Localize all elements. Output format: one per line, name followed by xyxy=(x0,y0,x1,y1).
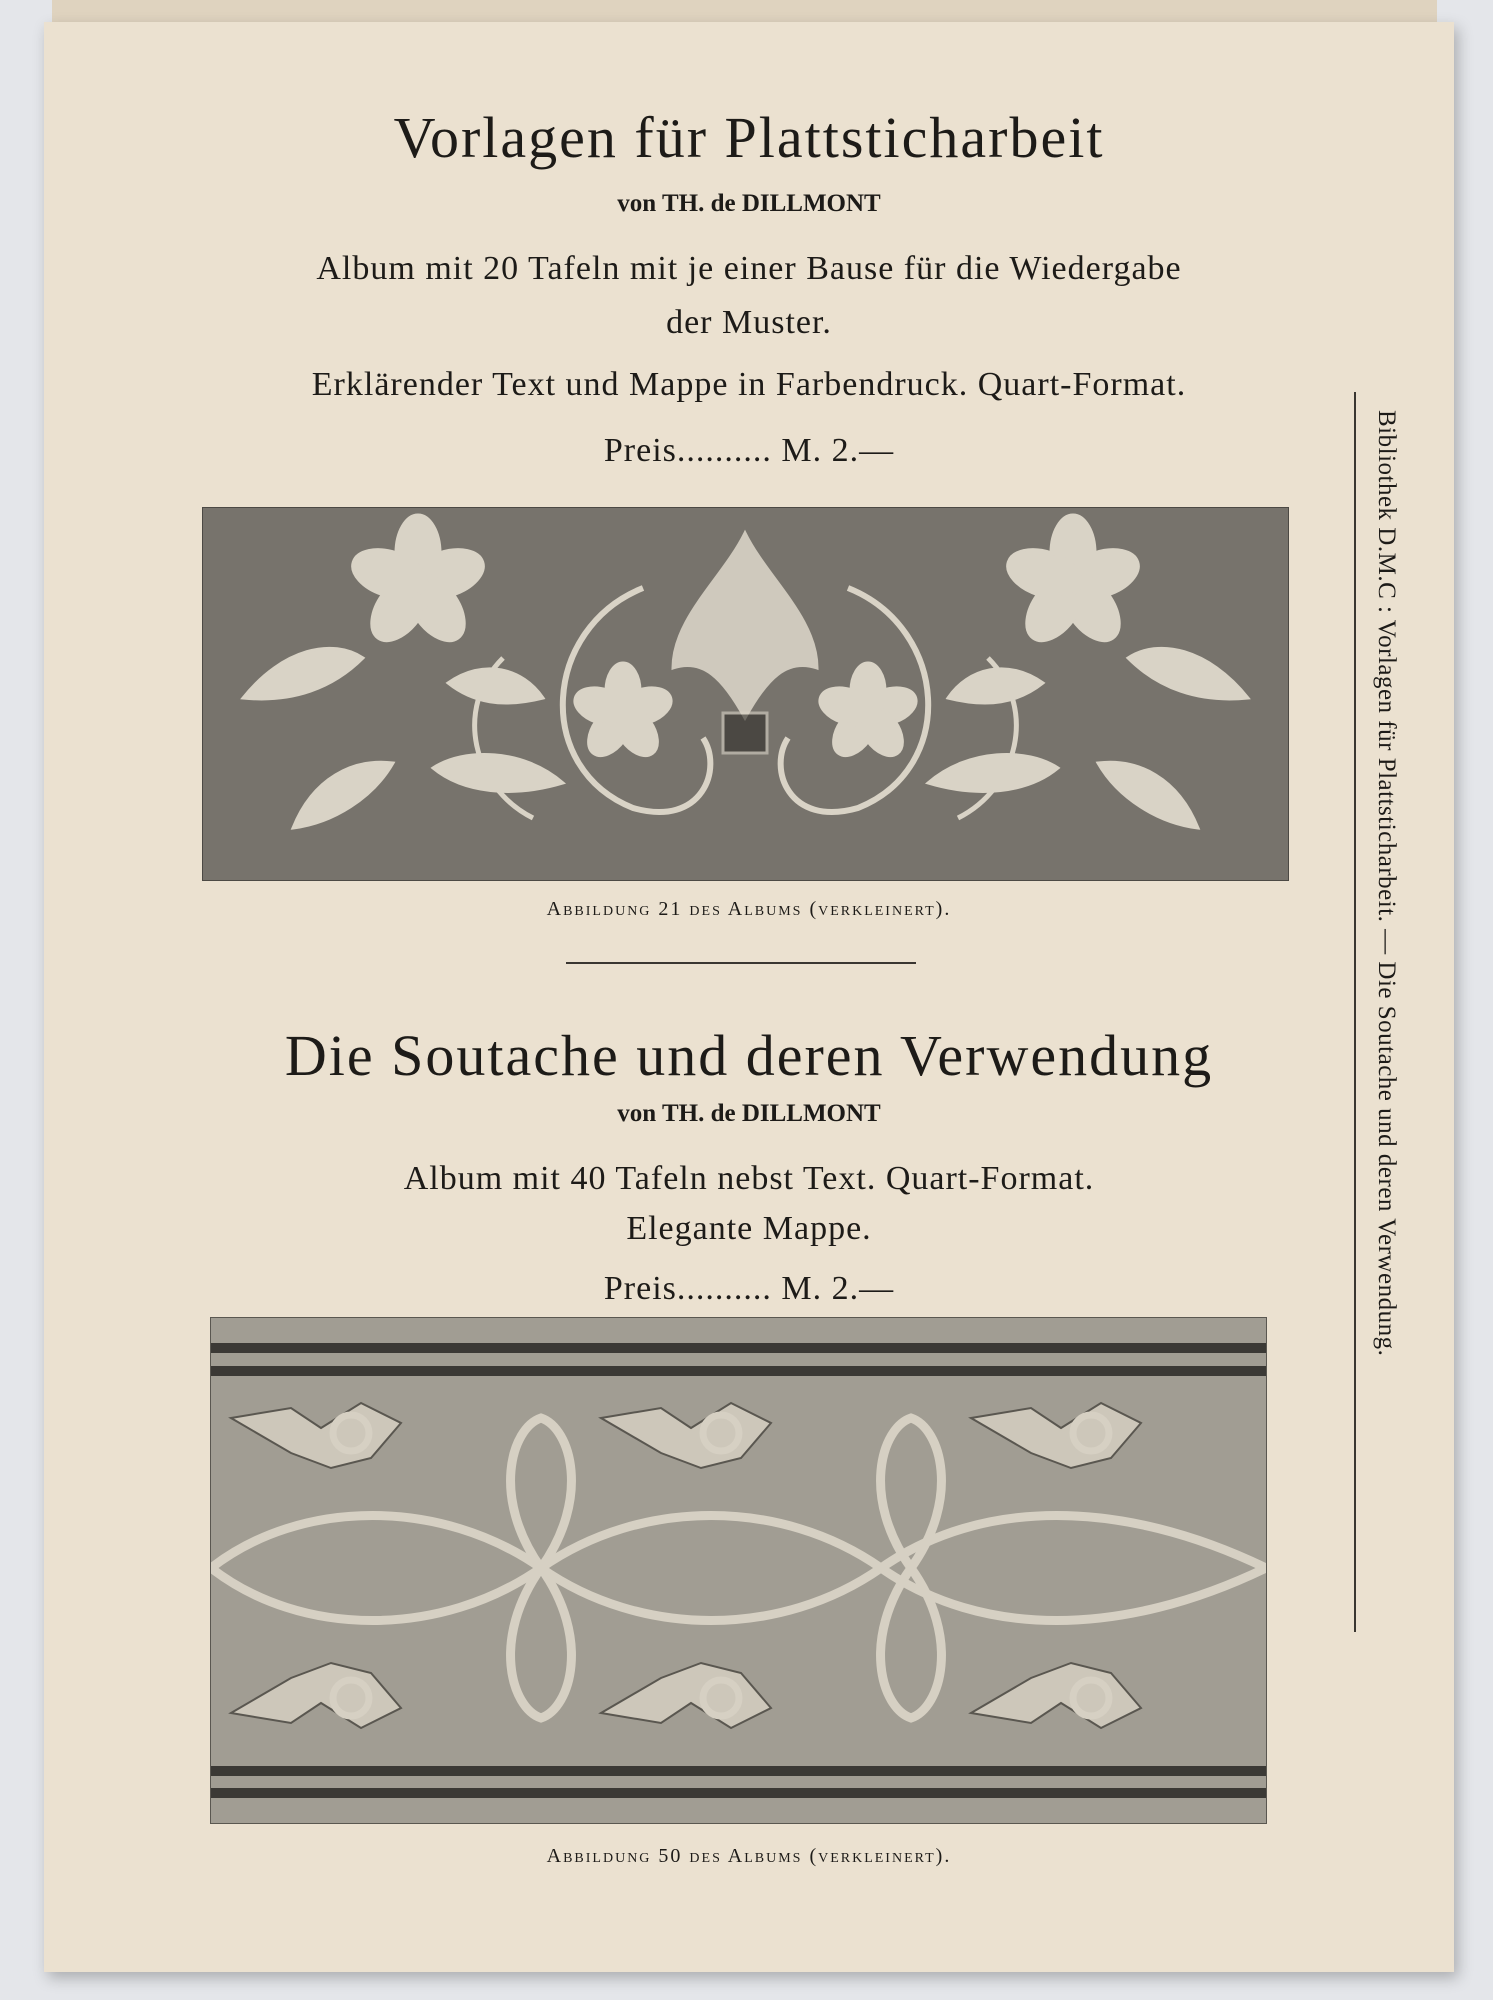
side-running-title xyxy=(1354,392,1414,1632)
section1-desc-line2: der Muster. xyxy=(666,304,832,341)
side-title-text: Bibliothek D.M.C : Vorlagen für Plattsticharbeit. — Die Soutache und deren Verwendung. xyxy=(1373,410,1400,1357)
section1-author: von TH. de DILLMONT xyxy=(617,190,881,217)
embroidery-plate-image xyxy=(202,507,1289,881)
section2-price: Preis.......... M. 2.— xyxy=(603,1270,895,1307)
section1-title: Vorlagen für Plattsticharbeit xyxy=(393,105,1105,170)
section1-desc-line1: Album mit 20 Tafeln mit je einer Bause für die Wiedergabe xyxy=(316,250,1182,287)
section1-desc-line3: Erklärender Text und Mappe in Farbendruck. Quart-Format. xyxy=(311,366,1187,403)
soutache-braid-illustration xyxy=(211,1318,1266,1823)
side-rule xyxy=(1354,392,1356,1632)
floral-embroidery-illustration xyxy=(203,508,1288,880)
section-divider xyxy=(566,962,916,964)
section2-desc-line2: Elegante Mappe. xyxy=(626,1210,872,1247)
section2-title: Die Soutache und deren Verwendung xyxy=(284,1023,1214,1088)
catalog-page xyxy=(44,22,1454,1972)
section2-desc-line1: Album mit 40 Tafeln nebst Text. Quart-Format. xyxy=(403,1160,1095,1197)
section2-caption: Abbildung 50 des Albums (verkleinert). xyxy=(546,1845,952,1867)
soutache-plate-image xyxy=(210,1317,1267,1824)
section1-price: Preis.......... M. 2.— xyxy=(603,432,895,469)
section2-author: von TH. de DILLMONT xyxy=(617,1100,881,1127)
section1-caption: Abbildung 21 des Albums (verkleinert). xyxy=(546,898,952,920)
